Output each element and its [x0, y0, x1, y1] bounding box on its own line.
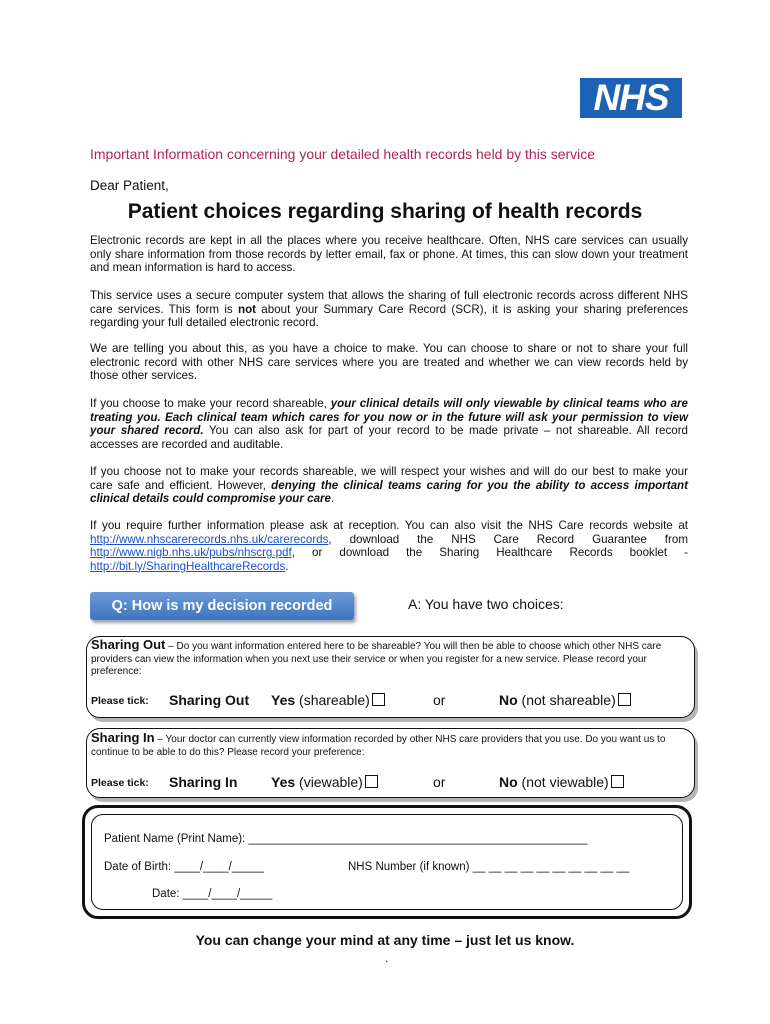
- paragraph-electronic-records: Electronic records are kept in all the places where you receive healthcare. Often, NHS care services can usually only share information from those records by letter email, fax or phone. At times, this can slow down your treatment and mean information is hard to access.: [90, 234, 688, 275]
- or-label: or: [433, 692, 446, 708]
- sharing-in-no-checkbox[interactable]: [611, 775, 624, 788]
- sharing-in-description: Sharing In – Your doctor can currently view information recorded by other NHS care providers that you use. Do you want us to continue to be able to do this? Please record your preference:: [91, 730, 666, 758]
- nhs-number-field[interactable]: NHS Number (if known) __ __ __ __ __ __ __ __ __ __: [348, 861, 630, 873]
- paragraph-secure-system: This service uses a secure computer system that allows the sharing of full electronic records across different NHS care services. This form is not about your Summary Care Record (SCR), it is asking your sharing preferences regarding your full detailed electronic record.: [90, 289, 689, 330]
- patient-details-form: [82, 805, 692, 919]
- please-tick-label: Please tick:: [91, 695, 149, 707]
- nhs-logo: NHS: [580, 78, 682, 118]
- sharing-out-yes-checkbox[interactable]: [372, 693, 385, 706]
- page-title: Patient choices regarding sharing of health records: [127, 200, 643, 223]
- sharing-out-no-checkbox[interactable]: [618, 693, 631, 706]
- sharing-records-booklet-link[interactable]: http://bit.ly/SharingHealthcareRecords: [90, 559, 286, 573]
- sharing-in-option-label: Sharing In: [169, 774, 238, 790]
- sharing-out-no-option: No (not shareable): [499, 692, 631, 708]
- change-mind-footer: You can change your mind at any time – just let us know.: [195, 932, 575, 948]
- patient-name-field[interactable]: Patient Name (Print Name): _____________________________________________________: [104, 833, 588, 845]
- sharing-out-box: [86, 636, 695, 718]
- date-of-birth-field[interactable]: Date of Birth: ____/____/_____: [104, 861, 264, 873]
- sharing-in-box: [86, 728, 695, 798]
- sharing-out-yes-option: Yes (shareable): [271, 692, 385, 708]
- or-label: or: [433, 774, 446, 790]
- paragraph-further-information: If you require further information please ask at reception. You can also visit the NHS Care records website at http://www.nhscarerecords.nhs.uk/carerecords, download the NHS Care Record Guarantee from http://www.nigb.nhs.uk/pubs/nhscrg.pdf, or download the Sharing Healthcare Records booklet - http://bit.ly/SharingHealthcareRecords.: [90, 519, 688, 573]
- sharing-out-description: Sharing Out – Do you want information entered here to be shareable? You will then be able to choose which other NHS care providers can view the information when you next use their service or when you register for a new service. Please record your preference:: [91, 637, 662, 678]
- footer-dot: .: [385, 951, 389, 965]
- sharing-out-option-label: Sharing Out: [169, 692, 250, 708]
- please-tick-label: Please tick:: [91, 777, 149, 789]
- sharing-in-yes-checkbox[interactable]: [365, 775, 378, 788]
- important-information-heading: Important Information concerning your detailed health records held by this service: [90, 146, 596, 162]
- paragraph-shareable: If you choose to make your record shareable, your clinical details will only viewable by clinical teams who are treating you. Each clinical team which cares for you now or in the future will ask your permission to view your shared record. You can also ask for part of your record to be made private – not shareable. All record accesses are recorded and auditable.: [90, 397, 689, 451]
- sharing-in-yes-option: Yes (viewable): [271, 774, 378, 790]
- nhs-care-records-link[interactable]: http://www.nhscarerecords.nhs.uk/carerecords: [90, 532, 329, 546]
- paragraph-choice: We are telling you about this, as you have a choice to make. You can choose to share or not to share your full electronic record with other NHS care services where you are treated and whether we can view records held by those other services.: [90, 342, 688, 383]
- salutation: Dear Patient,: [90, 178, 169, 193]
- sharing-in-heading: Sharing In: [91, 730, 155, 745]
- date-field[interactable]: Date: ____/____/_____: [152, 888, 273, 900]
- decision-recorded-button[interactable]: Q: How is my decision recorded: [90, 592, 354, 620]
- sharing-out-heading: Sharing Out: [91, 637, 166, 652]
- patient-details-inner-border: [91, 814, 683, 910]
- paragraph-not-shareable: If you choose not to make your records shareable, we will respect your wishes and will do our best to make your care safe and efficient. However, denying the clinical teams caring for you the ability to access important clinical details could compromise your care.: [90, 465, 688, 506]
- two-choices-answer: A: You have two choices:: [408, 596, 564, 612]
- sharing-in-no-option: No (not viewable): [499, 774, 624, 790]
- care-record-guarantee-link[interactable]: http://www.nigb.nhs.uk/pubs/nhscrg.pdf: [90, 546, 292, 560]
